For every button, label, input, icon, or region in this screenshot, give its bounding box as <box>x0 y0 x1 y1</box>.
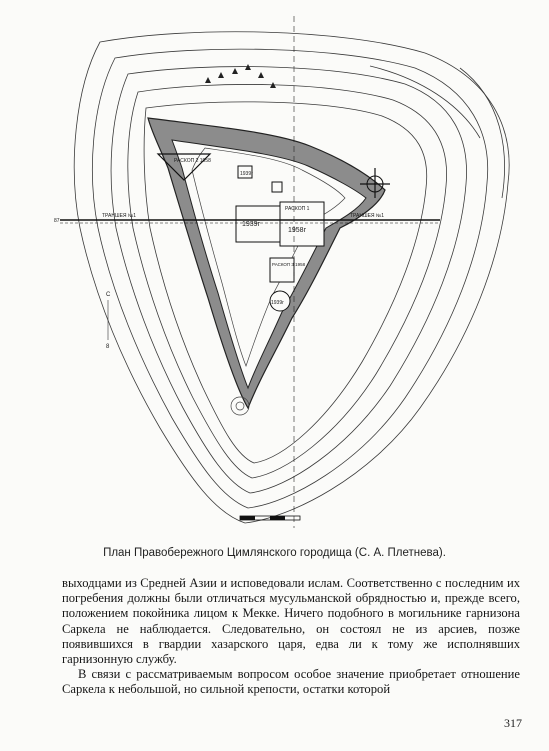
year-1958-main: 1958г <box>288 227 307 234</box>
raskop-1-label: РАСКОП 1 <box>285 206 310 212</box>
figure-caption: План Правобережного Цимлянского городища (С. А. Плетнева). <box>103 547 446 559</box>
axis-mark: 87 <box>54 218 60 224</box>
year-1939-circle: 1939г <box>271 300 284 306</box>
trench-label-left: ТРАНШЕЯ №1 <box>102 213 137 219</box>
page-number: 317 <box>504 716 522 730</box>
left-marker-a: С <box>106 292 111 298</box>
left-markers <box>106 292 111 350</box>
paragraph-2: В связи с рассматриваемым вопросом особое значение приобретает отношение Саркела к небольшой, но сильной крепости, остатки которой <box>62 667 520 697</box>
scale-bar <box>240 516 300 520</box>
paragraph-1: выходцами из Средней Азии и исповедовали ислам. Соответственно с последним их погребения должны были отличаться мусульманской обрядностью и, прежде всего, положением покойника лицом к Мекке. Ничего подобного в могильнике гарнизона Саркела не наблюдается. Следовательно, он состоял не из арсиев, позже появившихся в гвардии хазарского царя, едва ли к тому же исполнявших гарнизонную службу. <box>62 576 520 667</box>
raskop-2-label: РАСКОП 2 1958 <box>174 158 211 164</box>
site-plan-figure <box>40 8 530 538</box>
trench-label-right: ТРАНШЕЯ №1 <box>350 213 385 219</box>
raskop-3-label: РАСКОП 3 1958 <box>272 262 306 267</box>
left-marker-b: 8 <box>106 344 110 350</box>
body-text <box>62 576 520 698</box>
year-1939-main: 1939г <box>242 221 261 228</box>
year-1939-small: 1939г <box>240 171 253 177</box>
